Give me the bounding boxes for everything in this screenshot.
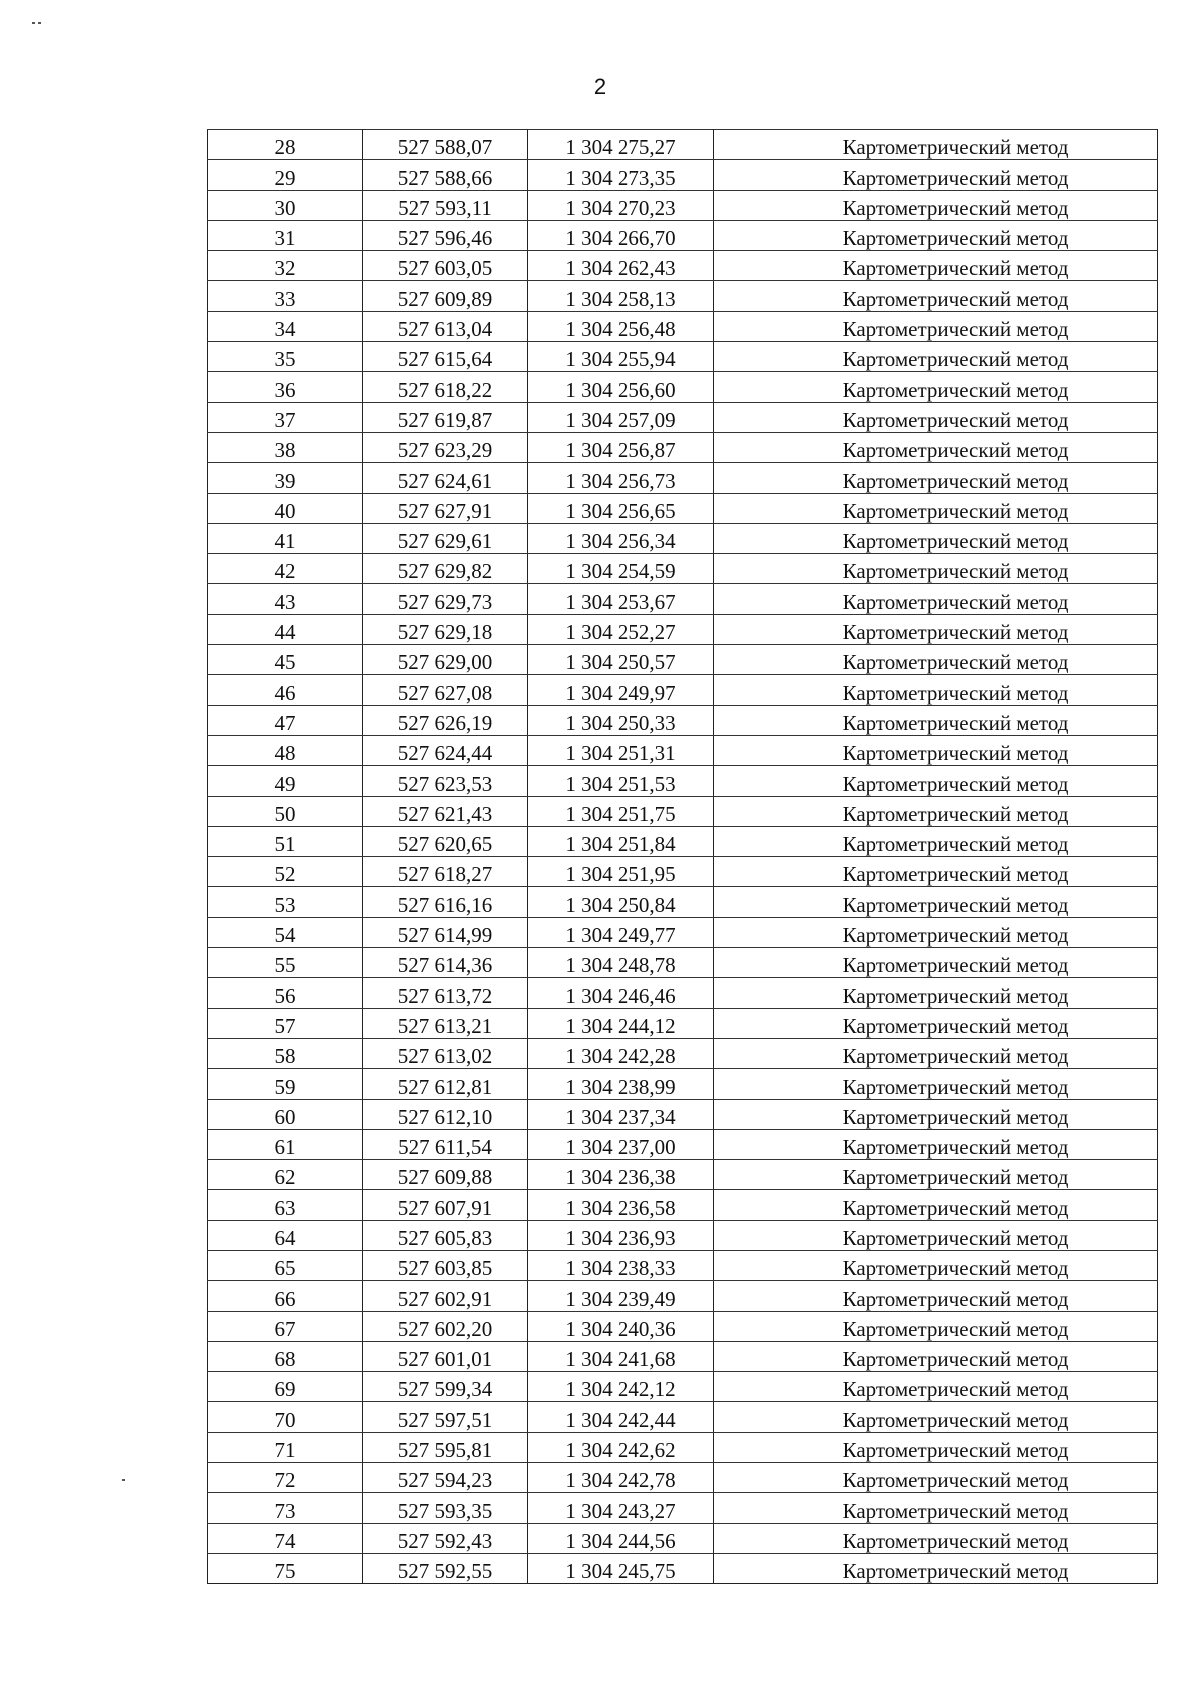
- x-coordinate-cell: 527 623,29: [363, 432, 528, 462]
- method-cell: Картометрический метод: [714, 1099, 1158, 1129]
- table-row: [208, 1220, 1158, 1250]
- x-coordinate-cell: 527 613,02: [363, 1038, 528, 1068]
- method-cell: Картометрический метод: [714, 1372, 1158, 1402]
- point-number-cell: 33: [208, 281, 363, 311]
- method-cell: Картометрический метод: [714, 705, 1158, 735]
- y-coordinate-cell: 1 304 248,78: [528, 948, 714, 978]
- coordinates-table: [207, 129, 1158, 1584]
- x-coordinate-cell: 527 627,91: [363, 493, 528, 523]
- point-number-cell: 46: [208, 675, 363, 705]
- y-coordinate-cell: 1 304 256,73: [528, 463, 714, 493]
- point-number-cell: 36: [208, 372, 363, 402]
- point-number-cell: 52: [208, 857, 363, 887]
- method-cell: Картометрический метод: [714, 432, 1158, 462]
- y-coordinate-cell: 1 304 243,27: [528, 1493, 714, 1523]
- y-coordinate-cell: 1 304 237,00: [528, 1129, 714, 1159]
- table-row: [208, 826, 1158, 856]
- x-coordinate-cell: 527 624,44: [363, 735, 528, 765]
- x-coordinate-cell: 527 593,35: [363, 1493, 528, 1523]
- x-coordinate-cell: 527 593,11: [363, 190, 528, 220]
- method-cell: Картометрический метод: [714, 372, 1158, 402]
- table-row: [208, 523, 1158, 553]
- x-coordinate-cell: 527 609,88: [363, 1160, 528, 1190]
- y-coordinate-cell: 1 304 273,35: [528, 160, 714, 190]
- table-row: [208, 160, 1158, 190]
- y-coordinate-cell: 1 304 251,53: [528, 766, 714, 796]
- method-cell: Картометрический метод: [714, 523, 1158, 553]
- table-row: [208, 1311, 1158, 1341]
- y-coordinate-cell: 1 304 245,75: [528, 1553, 714, 1583]
- x-coordinate-cell: 527 619,87: [363, 402, 528, 432]
- table-row: [208, 614, 1158, 644]
- method-cell: Картометрический метод: [714, 1160, 1158, 1190]
- table-row: [208, 1129, 1158, 1159]
- method-cell: Картометрический метод: [714, 1523, 1158, 1553]
- scan-speck-left-margin: [122, 1479, 125, 1481]
- table-row: [208, 432, 1158, 462]
- point-number-cell: 54: [208, 917, 363, 947]
- point-number-cell: 37: [208, 402, 363, 432]
- method-cell: Картометрический метод: [714, 1220, 1158, 1250]
- point-number-cell: 58: [208, 1038, 363, 1068]
- y-coordinate-cell: 1 304 240,36: [528, 1311, 714, 1341]
- table-row: [208, 311, 1158, 341]
- x-coordinate-cell: 527 592,55: [363, 1553, 528, 1583]
- table-row: [208, 1372, 1158, 1402]
- method-cell: Картометрический метод: [714, 281, 1158, 311]
- point-number-cell: 71: [208, 1432, 363, 1462]
- table-row: [208, 372, 1158, 402]
- point-number-cell: 69: [208, 1372, 363, 1402]
- table-row: [208, 948, 1158, 978]
- x-coordinate-cell: 527 615,64: [363, 342, 528, 372]
- point-number-cell: 59: [208, 1069, 363, 1099]
- method-cell: Картометрический метод: [714, 948, 1158, 978]
- y-coordinate-cell: 1 304 255,94: [528, 342, 714, 372]
- point-number-cell: 44: [208, 614, 363, 644]
- point-number-cell: 63: [208, 1190, 363, 1220]
- point-number-cell: 65: [208, 1250, 363, 1280]
- table-row: [208, 1160, 1158, 1190]
- x-coordinate-cell: 527 629,61: [363, 523, 528, 553]
- y-coordinate-cell: 1 304 242,12: [528, 1372, 714, 1402]
- point-number-cell: 74: [208, 1523, 363, 1553]
- x-coordinate-cell: 527 629,82: [363, 554, 528, 584]
- method-cell: Картометрический метод: [714, 1038, 1158, 1068]
- method-cell: Картометрический метод: [714, 766, 1158, 796]
- x-coordinate-cell: 527 588,66: [363, 160, 528, 190]
- table-row: [208, 342, 1158, 372]
- x-coordinate-cell: 527 616,16: [363, 887, 528, 917]
- method-cell: Картометрический метод: [714, 1281, 1158, 1311]
- point-number-cell: 62: [208, 1160, 363, 1190]
- table-row: [208, 1341, 1158, 1371]
- method-cell: Картометрический метод: [714, 1432, 1158, 1462]
- table-row: [208, 1432, 1158, 1462]
- x-coordinate-cell: 527 618,27: [363, 857, 528, 887]
- table-row: [208, 1402, 1158, 1432]
- point-number-cell: 55: [208, 948, 363, 978]
- point-number-cell: 43: [208, 584, 363, 614]
- table-row: [208, 1038, 1158, 1068]
- y-coordinate-cell: 1 304 256,48: [528, 311, 714, 341]
- method-cell: Картометрический метод: [714, 160, 1158, 190]
- method-cell: Картометрический метод: [714, 402, 1158, 432]
- method-cell: Картометрический метод: [714, 1129, 1158, 1159]
- x-coordinate-cell: 527 603,85: [363, 1250, 528, 1280]
- point-number-cell: 72: [208, 1463, 363, 1493]
- y-coordinate-cell: 1 304 270,23: [528, 190, 714, 220]
- method-cell: Картометрический метод: [714, 1463, 1158, 1493]
- y-coordinate-cell: 1 304 249,77: [528, 917, 714, 947]
- table-row: [208, 554, 1158, 584]
- y-coordinate-cell: 1 304 256,60: [528, 372, 714, 402]
- x-coordinate-cell: 527 613,04: [363, 311, 528, 341]
- method-cell: Картометрический метод: [714, 1069, 1158, 1099]
- y-coordinate-cell: 1 304 242,78: [528, 1463, 714, 1493]
- y-coordinate-cell: 1 304 262,43: [528, 251, 714, 281]
- point-number-cell: 32: [208, 251, 363, 281]
- page-number: 2: [593, 74, 607, 99]
- y-coordinate-cell: 1 304 251,31: [528, 735, 714, 765]
- point-number-cell: 68: [208, 1341, 363, 1371]
- method-cell: Картометрический метод: [714, 1341, 1158, 1371]
- scan-speck-top-left: [32, 22, 35, 24]
- method-cell: Картометрический метод: [714, 887, 1158, 917]
- table-row: [208, 281, 1158, 311]
- method-cell: Картометрический метод: [714, 463, 1158, 493]
- table-row: [208, 1553, 1158, 1583]
- table-row: [208, 887, 1158, 917]
- method-cell: Картометрический метод: [714, 1250, 1158, 1280]
- x-coordinate-cell: 527 597,51: [363, 1402, 528, 1432]
- y-coordinate-cell: 1 304 257,09: [528, 402, 714, 432]
- coordinates-table-body: [208, 130, 1158, 1584]
- point-number-cell: 47: [208, 705, 363, 735]
- x-coordinate-cell: 527 613,21: [363, 1008, 528, 1038]
- table-row: [208, 645, 1158, 675]
- point-number-cell: 35: [208, 342, 363, 372]
- method-cell: Картометрический метод: [714, 735, 1158, 765]
- point-number-cell: 34: [208, 311, 363, 341]
- method-cell: Картометрический метод: [714, 554, 1158, 584]
- method-cell: Картометрический метод: [714, 1311, 1158, 1341]
- table-row: [208, 917, 1158, 947]
- method-cell: Картометрический метод: [714, 190, 1158, 220]
- method-cell: Картометрический метод: [714, 978, 1158, 1008]
- y-coordinate-cell: 1 304 249,97: [528, 675, 714, 705]
- table-row: [208, 1250, 1158, 1280]
- point-number-cell: 66: [208, 1281, 363, 1311]
- point-number-cell: 31: [208, 220, 363, 250]
- x-coordinate-cell: 527 624,61: [363, 463, 528, 493]
- method-cell: Картометрический метод: [714, 826, 1158, 856]
- point-number-cell: 73: [208, 1493, 363, 1523]
- method-cell: Картометрический метод: [714, 675, 1158, 705]
- scan-speck-top-left: [38, 22, 41, 24]
- x-coordinate-cell: 527 602,20: [363, 1311, 528, 1341]
- table-row: [208, 1190, 1158, 1220]
- x-coordinate-cell: 527 611,54: [363, 1129, 528, 1159]
- y-coordinate-cell: 1 304 242,44: [528, 1402, 714, 1432]
- y-coordinate-cell: 1 304 250,84: [528, 887, 714, 917]
- method-cell: Картометрический метод: [714, 1553, 1158, 1583]
- x-coordinate-cell: 527 629,73: [363, 584, 528, 614]
- y-coordinate-cell: 1 304 236,58: [528, 1190, 714, 1220]
- x-coordinate-cell: 527 594,23: [363, 1463, 528, 1493]
- y-coordinate-cell: 1 304 242,62: [528, 1432, 714, 1462]
- point-number-cell: 40: [208, 493, 363, 523]
- method-cell: Картометрический метод: [714, 493, 1158, 523]
- method-cell: Картометрический метод: [714, 645, 1158, 675]
- point-number-cell: 29: [208, 160, 363, 190]
- table-row: [208, 705, 1158, 735]
- table-row: [208, 978, 1158, 1008]
- table-row: [208, 1099, 1158, 1129]
- method-cell: Картометрический метод: [714, 917, 1158, 947]
- x-coordinate-cell: 527 609,89: [363, 281, 528, 311]
- x-coordinate-cell: 527 627,08: [363, 675, 528, 705]
- y-coordinate-cell: 1 304 251,95: [528, 857, 714, 887]
- point-number-cell: 67: [208, 1311, 363, 1341]
- point-number-cell: 53: [208, 887, 363, 917]
- y-coordinate-cell: 1 304 238,99: [528, 1069, 714, 1099]
- point-number-cell: 57: [208, 1008, 363, 1038]
- point-number-cell: 75: [208, 1553, 363, 1583]
- table-row: [208, 1281, 1158, 1311]
- point-number-cell: 48: [208, 735, 363, 765]
- table-row: [208, 190, 1158, 220]
- point-number-cell: 45: [208, 645, 363, 675]
- y-coordinate-cell: 1 304 250,57: [528, 645, 714, 675]
- method-cell: Картометрический метод: [714, 251, 1158, 281]
- table-row: [208, 584, 1158, 614]
- table-row: [208, 766, 1158, 796]
- x-coordinate-cell: 527 588,07: [363, 130, 528, 160]
- point-number-cell: 70: [208, 1402, 363, 1432]
- y-coordinate-cell: 1 304 236,38: [528, 1160, 714, 1190]
- point-number-cell: 64: [208, 1220, 363, 1250]
- table-row: [208, 1463, 1158, 1493]
- y-coordinate-cell: 1 304 244,56: [528, 1523, 714, 1553]
- x-coordinate-cell: 527 602,91: [363, 1281, 528, 1311]
- y-coordinate-cell: 1 304 256,34: [528, 523, 714, 553]
- y-coordinate-cell: 1 304 237,34: [528, 1099, 714, 1129]
- point-number-cell: 30: [208, 190, 363, 220]
- method-cell: Картометрический метод: [714, 614, 1158, 644]
- y-coordinate-cell: 1 304 242,28: [528, 1038, 714, 1068]
- table-row: [208, 1523, 1158, 1553]
- method-cell: Картометрический метод: [714, 857, 1158, 887]
- x-coordinate-cell: 527 618,22: [363, 372, 528, 402]
- y-coordinate-cell: 1 304 266,70: [528, 220, 714, 250]
- method-cell: Картометрический метод: [714, 130, 1158, 160]
- x-coordinate-cell: 527 599,34: [363, 1372, 528, 1402]
- y-coordinate-cell: 1 304 258,13: [528, 281, 714, 311]
- x-coordinate-cell: 527 612,81: [363, 1069, 528, 1099]
- method-cell: Картометрический метод: [714, 220, 1158, 250]
- point-number-cell: 28: [208, 130, 363, 160]
- x-coordinate-cell: 527 595,81: [363, 1432, 528, 1462]
- x-coordinate-cell: 527 603,05: [363, 251, 528, 281]
- table-row: [208, 251, 1158, 281]
- x-coordinate-cell: 527 607,91: [363, 1190, 528, 1220]
- point-number-cell: 50: [208, 796, 363, 826]
- point-number-cell: 49: [208, 766, 363, 796]
- x-coordinate-cell: 527 601,01: [363, 1341, 528, 1371]
- x-coordinate-cell: 527 620,65: [363, 826, 528, 856]
- x-coordinate-cell: 527 629,00: [363, 645, 528, 675]
- y-coordinate-cell: 1 304 256,87: [528, 432, 714, 462]
- y-coordinate-cell: 1 304 253,67: [528, 584, 714, 614]
- point-number-cell: 60: [208, 1099, 363, 1129]
- y-coordinate-cell: 1 304 244,12: [528, 1008, 714, 1038]
- point-number-cell: 38: [208, 432, 363, 462]
- table-row: [208, 796, 1158, 826]
- table-row: [208, 402, 1158, 432]
- x-coordinate-cell: 527 596,46: [363, 220, 528, 250]
- point-number-cell: 42: [208, 554, 363, 584]
- y-coordinate-cell: 1 304 251,75: [528, 796, 714, 826]
- y-coordinate-cell: 1 304 252,27: [528, 614, 714, 644]
- method-cell: Картометрический метод: [714, 1008, 1158, 1038]
- y-coordinate-cell: 1 304 246,46: [528, 978, 714, 1008]
- table-row: [208, 130, 1158, 160]
- y-coordinate-cell: 1 304 239,49: [528, 1281, 714, 1311]
- x-coordinate-cell: 527 613,72: [363, 978, 528, 1008]
- table-row: [208, 857, 1158, 887]
- table-row: [208, 220, 1158, 250]
- table-row: [208, 493, 1158, 523]
- table-row: [208, 1069, 1158, 1099]
- x-coordinate-cell: 527 612,10: [363, 1099, 528, 1129]
- table-row: [208, 675, 1158, 705]
- point-number-cell: 56: [208, 978, 363, 1008]
- y-coordinate-cell: 1 304 241,68: [528, 1341, 714, 1371]
- x-coordinate-cell: 527 614,99: [363, 917, 528, 947]
- x-coordinate-cell: 527 623,53: [363, 766, 528, 796]
- x-coordinate-cell: 527 614,36: [363, 948, 528, 978]
- point-number-cell: 61: [208, 1129, 363, 1159]
- method-cell: Картометрический метод: [714, 796, 1158, 826]
- y-coordinate-cell: 1 304 256,65: [528, 493, 714, 523]
- table-row: [208, 735, 1158, 765]
- table-row: [208, 463, 1158, 493]
- x-coordinate-cell: 527 621,43: [363, 796, 528, 826]
- method-cell: Картометрический метод: [714, 311, 1158, 341]
- y-coordinate-cell: 1 304 254,59: [528, 554, 714, 584]
- point-number-cell: 41: [208, 523, 363, 553]
- method-cell: Картометрический метод: [714, 1190, 1158, 1220]
- point-number-cell: 39: [208, 463, 363, 493]
- x-coordinate-cell: 527 592,43: [363, 1523, 528, 1553]
- x-coordinate-cell: 527 605,83: [363, 1220, 528, 1250]
- method-cell: Картометрический метод: [714, 1402, 1158, 1432]
- point-number-cell: 51: [208, 826, 363, 856]
- table-row: [208, 1493, 1158, 1523]
- y-coordinate-cell: 1 304 238,33: [528, 1250, 714, 1280]
- table-row: [208, 1008, 1158, 1038]
- x-coordinate-cell: 527 626,19: [363, 705, 528, 735]
- y-coordinate-cell: 1 304 275,27: [528, 130, 714, 160]
- y-coordinate-cell: 1 304 250,33: [528, 705, 714, 735]
- method-cell: Картометрический метод: [714, 584, 1158, 614]
- y-coordinate-cell: 1 304 236,93: [528, 1220, 714, 1250]
- y-coordinate-cell: 1 304 251,84: [528, 826, 714, 856]
- x-coordinate-cell: 527 629,18: [363, 614, 528, 644]
- method-cell: Картометрический метод: [714, 1493, 1158, 1523]
- method-cell: Картометрический метод: [714, 342, 1158, 372]
